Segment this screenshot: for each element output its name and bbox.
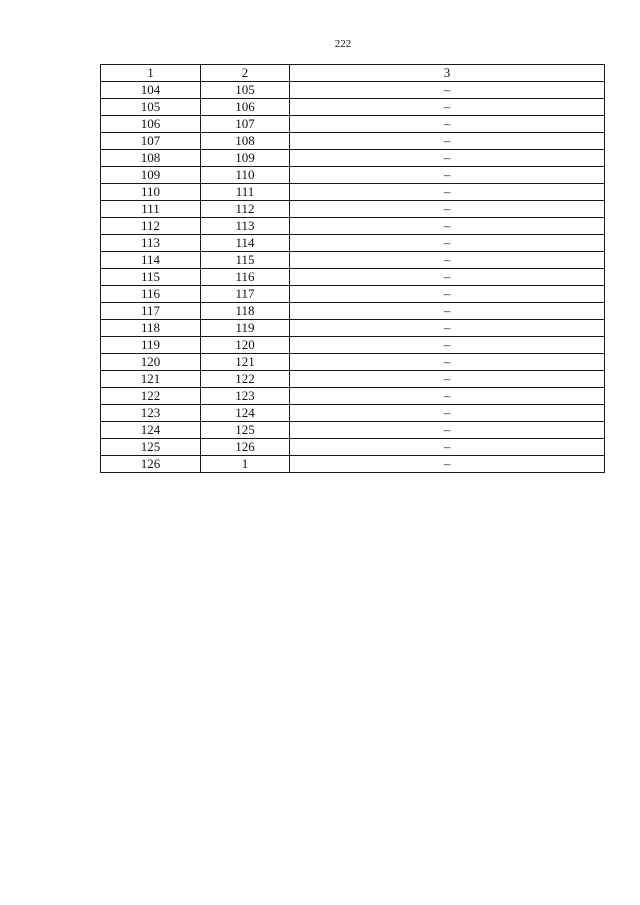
table-row [101,133,605,150]
table-row [101,201,605,218]
table-row [101,116,605,133]
table-cell-col-3: – [290,354,605,371]
table-cell-col-2: 124 [201,405,290,422]
table-row [101,167,605,184]
table-cell-col-1: 106 [101,116,201,133]
table-row [101,184,605,201]
table-row [101,456,605,473]
table-cell-col-2: 122 [201,371,290,388]
table-cell-col-2: 106 [201,99,290,116]
column-header-2: 2 [201,65,290,82]
table-cell-col-3: – [290,320,605,337]
table-cell-col-3: – [290,405,605,422]
table-cell-col-2: 109 [201,150,290,167]
data-table [100,64,605,473]
table-cell-col-2: 121 [201,354,290,371]
table-cell-col-1: 124 [101,422,201,439]
table-cell-col-1: 109 [101,167,201,184]
table-cell-col-1: 112 [101,218,201,235]
table-cell-col-2: 112 [201,201,290,218]
table-row [101,422,605,439]
table-cell-col-2: 116 [201,269,290,286]
table-cell-col-3: – [290,167,605,184]
table-cell-col-3: – [290,439,605,456]
table-cell-col-3: – [290,337,605,354]
table-row [101,218,605,235]
table-cell-col-2: 1 [201,456,290,473]
table-cell-col-1: 117 [101,303,201,320]
table-row [101,320,605,337]
table-cell-col-2: 114 [201,235,290,252]
table-cell-col-2: 120 [201,337,290,354]
table-cell-col-1: 126 [101,456,201,473]
table-cell-col-1: 105 [101,99,201,116]
table-cell-col-3: – [290,235,605,252]
table-cell-col-3: – [290,150,605,167]
table-cell-col-3: – [290,133,605,150]
table-cell-col-3: – [290,422,605,439]
table-cell-col-1: 121 [101,371,201,388]
table-row [101,269,605,286]
table-row [101,337,605,354]
table-row [101,388,605,405]
table-row [101,354,605,371]
table-cell-col-2: 118 [201,303,290,320]
column-header-3: 3 [290,65,605,82]
table-cell-col-1: 111 [101,201,201,218]
table-cell-col-3: – [290,371,605,388]
table-cell-col-2: 105 [201,82,290,99]
table-cell-col-2: 126 [201,439,290,456]
table-row [101,286,605,303]
table-row [101,303,605,320]
table-cell-col-3: – [290,269,605,286]
table-cell-col-1: 114 [101,252,201,269]
table-cell-col-2: 119 [201,320,290,337]
table-row [101,99,605,116]
table-cell-col-1: 104 [101,82,201,99]
table-cell-col-2: 108 [201,133,290,150]
table-cell-col-3: – [290,388,605,405]
table-header-row [101,65,605,82]
table-cell-col-1: 118 [101,320,201,337]
table-cell-col-2: 117 [201,286,290,303]
table-cell-col-3: – [290,201,605,218]
table-row [101,405,605,422]
table-body [101,82,605,473]
table-cell-col-3: – [290,252,605,269]
table-cell-col-1: 108 [101,150,201,167]
page-number: 222 [334,38,352,50]
table-row [101,371,605,388]
column-header-1: 1 [101,65,201,82]
table-cell-col-1: 119 [101,337,201,354]
table-row [101,82,605,99]
table-cell-col-1: 116 [101,286,201,303]
table-cell-col-3: – [290,116,605,133]
table-cell-col-2: 107 [201,116,290,133]
table-cell-col-2: 111 [201,184,290,201]
table-cell-col-3: – [290,82,605,99]
table-cell-col-1: 122 [101,388,201,405]
table-cell-col-1: 115 [101,269,201,286]
table-cell-col-3: – [290,456,605,473]
table-cell-col-1: 113 [101,235,201,252]
table-cell-col-3: – [290,184,605,201]
table-cell-col-1: 107 [101,133,201,150]
table-cell-col-3: – [290,286,605,303]
table-cell-col-2: 110 [201,167,290,184]
table-row [101,439,605,456]
table-cell-col-1: 110 [101,184,201,201]
table-cell-col-2: 123 [201,388,290,405]
table-cell-col-2: 115 [201,252,290,269]
table-cell-col-1: 123 [101,405,201,422]
table-row [101,235,605,252]
table-cell-col-2: 125 [201,422,290,439]
table-cell-col-1: 125 [101,439,201,456]
table-row [101,252,605,269]
table-cell-col-3: – [290,218,605,235]
table-cell-col-2: 113 [201,218,290,235]
table-cell-col-1: 120 [101,354,201,371]
table-row [101,150,605,167]
table-cell-col-3: – [290,99,605,116]
table-cell-col-3: – [290,303,605,320]
